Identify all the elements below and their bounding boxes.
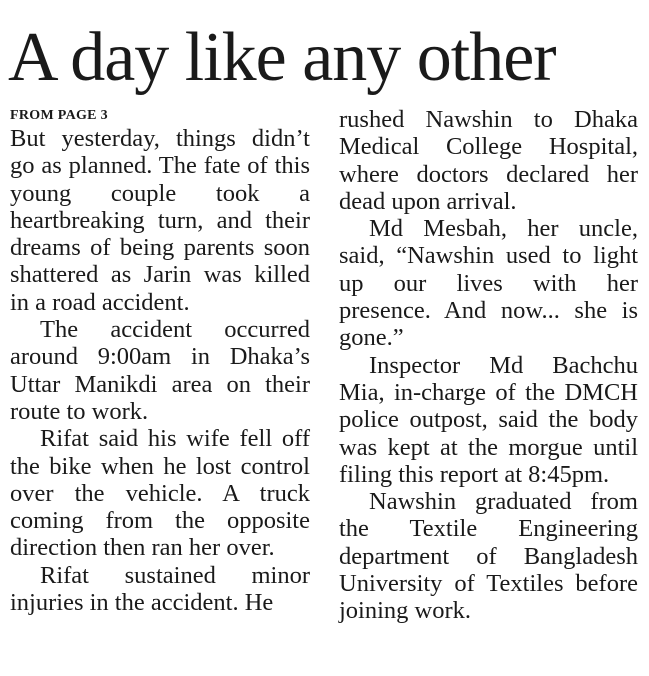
article-paragraph: The accident occurred around 9:00am in Dhaka’s Uttar Manikdi area on their route to work. <box>10 316 310 425</box>
article-column-right <box>339 106 638 625</box>
article-paragraph: Rifat said his wife fell off the bike when he lost control over the vehicle. A truck coming from the opposite direction then ran her over. <box>10 425 310 562</box>
headline: A day like any other <box>8 19 556 96</box>
article-paragraph: Rifat sustained minor injuries in the accident. He <box>10 561 310 617</box>
article-paragraph: Md Mesbah, her uncle, said, “Nawshin used to light up our lives with her presence. And now... she is gone.” <box>339 215 638 352</box>
article-paragraph: Inspector Md Bachchu Mia, in-charge of the DMCH police outpost, said the body was kept at the morgue until filing this report at 8:45pm. <box>339 351 638 488</box>
article-paragraph: But yesterday, things didn’t go as planned. The fate of this young couple took a heartbreaking turn, and their dreams of being parents soon shattered as Jarin was killed in a road accident. <box>10 125 310 316</box>
continuation-kicker: FROM PAGE 3 <box>10 108 108 123</box>
article-paragraph: Nawshin graduated from the Textile Engineering department of Bangladesh University of Textiles before joining work. <box>339 488 638 625</box>
article-column-left <box>10 106 310 616</box>
article-paragraph: rushed Nawshin to Dhaka Medical College Hospital, where doctors declared her dead upon arrival. <box>339 106 638 215</box>
